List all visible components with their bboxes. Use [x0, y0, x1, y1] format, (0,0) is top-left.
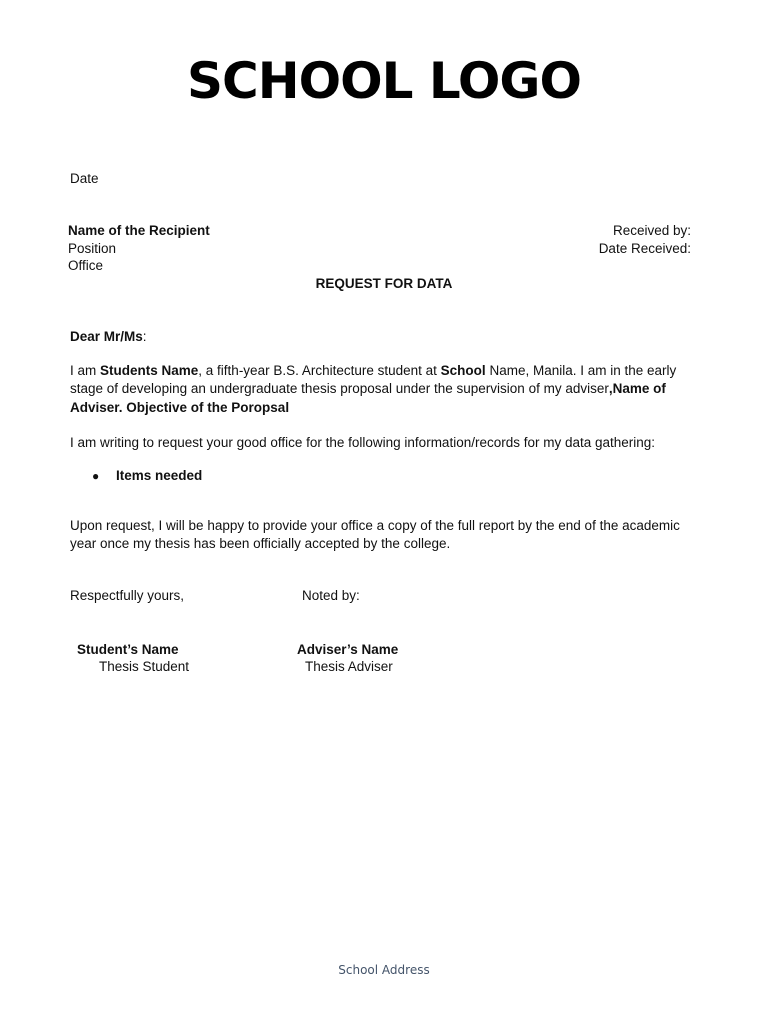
student-signatory-role: Thesis Student: [99, 659, 190, 674]
intro-paragraph: [70, 362, 700, 417]
intro-text-1: I am: [70, 363, 101, 378]
letter-subject: REQUEST FOR DATA: [315, 276, 453, 291]
footer-school-address: School Address: [338, 963, 430, 977]
adviser-objective-inline: ,Name of Adviser. Objective of the Poropsal: [70, 381, 666, 415]
salutation: [70, 328, 147, 346]
intro-text-3: Name, Manila. I am in the early stage of developing an undergraduate thesis proposal under the supervision of my adviser: [70, 363, 677, 397]
intro-text-2: , a fifth-year B.S. Architecture student at: [198, 363, 441, 378]
recipient-office: Office: [68, 258, 104, 273]
student-name-inline: Students Name: [100, 363, 199, 378]
list-item-label: Items needed: [116, 468, 203, 483]
sign-off-noted-by: Noted by:: [302, 588, 360, 603]
bullet-icon: ●: [92, 469, 100, 483]
school-inline: School: [440, 363, 486, 378]
request-paragraph: I am writing to request your good office for the following information/records for my data gathering:: [70, 435, 656, 450]
date-received-label: Date Received:: [598, 241, 691, 256]
student-signatory-name: Student’s Name: [77, 642, 179, 657]
received-by-label: Received by:: [612, 223, 691, 238]
salutation-name: Dear Mr/Ms: [70, 329, 143, 344]
school-logo-text: SCHOOL LOGO: [187, 52, 581, 110]
recipient-position: Position: [68, 241, 117, 256]
list-item: [92, 467, 202, 485]
date-label: Date: [70, 171, 99, 186]
adviser-signatory-name: Adviser’s Name: [297, 642, 399, 657]
recipient-name: Name of the Recipient: [68, 223, 210, 238]
salutation-colon: :: [142, 329, 147, 344]
adviser-signatory-role: Thesis Adviser: [305, 659, 393, 674]
closing-paragraph: Upon request, I will be happy to provide your office a copy of the full report by the end of the academic year once my thesis has been officially accepted by the college.: [70, 518, 680, 552]
sign-off-respectfully: Respectfully yours,: [70, 588, 185, 603]
